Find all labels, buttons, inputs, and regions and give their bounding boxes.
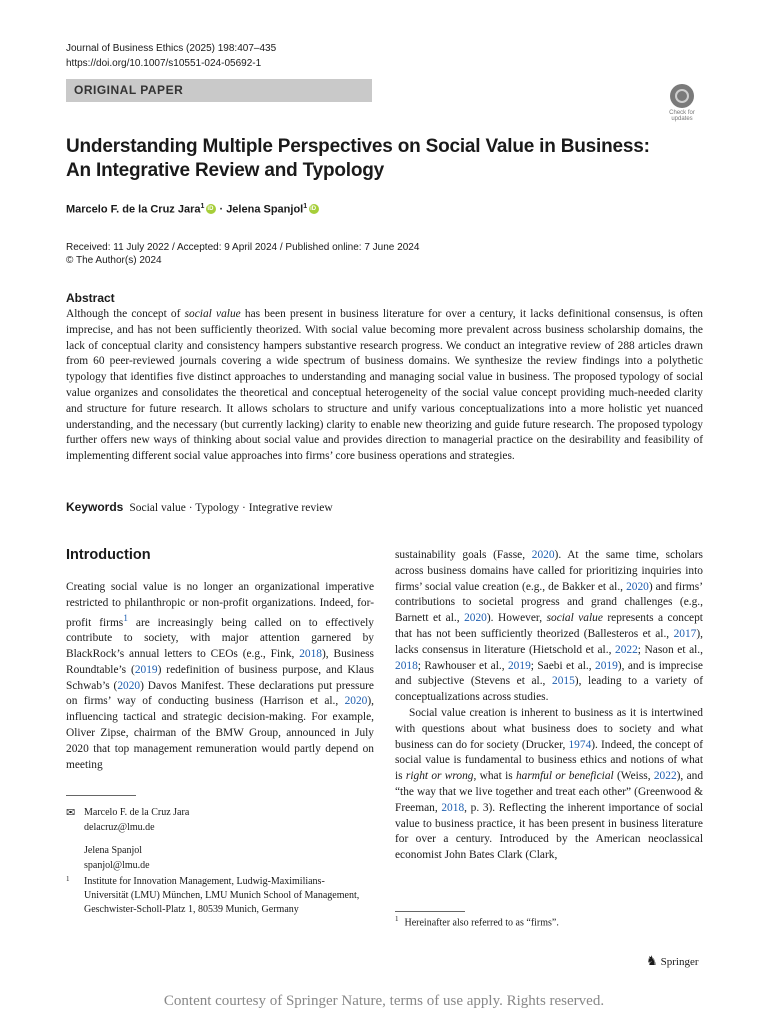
journal-citation	[66, 41, 276, 71]
check-for-updates-badge[interactable]	[662, 84, 702, 124]
check-updates-label: Check for updates	[669, 110, 695, 122]
emphasis: right or wrong	[405, 770, 474, 783]
envelope-icon: ✉	[66, 807, 76, 819]
text-run: are increasingly being called on to effectively contribute to society, with major attention garnered by BlackRock’s annual letters to CEOs (e.g., Fink,	[66, 616, 375, 660]
footnote-text: Hereinafter also referred to as “firms”.	[404, 917, 559, 929]
text-run: ; Nason et al.,	[637, 643, 703, 656]
article-type-label: ORIGINAL PAPER	[74, 83, 184, 97]
abstract-text-part: has been present in business literature for over a century, it lacks definitional consensus, is often imprecise, and has not been sufficiently theorized. With social value becoming more prevalent across business scholarship domains, the lack of conceptual clarity and consistency hampers substantive research progress. We conduct an integrative review of 288 articles drawn from 60 peer-reviewed journals covering a wide spectrum of business domains. We synthesize the review findings into a polythetic typology that identifies five distinct approaches to understanding and managing social value in business. The proposed typology of social value organizes and consolidates the theoretical and conceptual heterogeneity of the social value concept providing much-needed clarity and structure for future research. It allows scholars to structure and unify various conceptualizations into a more holistic yet nuanced understanding, and the necessary (but currently lacking) clarity to enable new theorizing and guide future research. The proposed typology further offers new ways of thinking about social value and provides direction to managerial practice on the desirability and feasibility of implementing different social value approaches into firms’ core business operations and strategies.	[66, 308, 704, 463]
text-run: ; Rawhouser et al.,	[417, 659, 508, 672]
text-run: , p. 3). Reflecting the inherent importance of social value to business practice, it has been present in business literature for over a century. Introduced by the American neoclassical economist John Bates Clark (Clark,	[395, 801, 704, 862]
abstract-text-part: Although the concept of	[66, 308, 185, 320]
affiliation-number: 1	[66, 875, 70, 883]
text-run: ) Davos Manifest. These declarations put pressure on firms’ way of conducting business (Harrison et al.,	[66, 679, 374, 708]
author-list	[66, 203, 319, 216]
paragraph	[395, 706, 703, 864]
orcid-icon[interactable]	[206, 204, 216, 214]
text-run: ), influencing tactical and strategic decision-making. For example, Oliver Zipse, chairman of the BMW Group, announced in July 2020 that top management remuneration would partly depend on meeting	[66, 695, 374, 771]
citation-link[interactable]: 2017	[673, 627, 697, 640]
abstract-heading: Abstract	[66, 291, 115, 305]
author-name[interactable]: Marcelo F. de la Cruz Jara	[66, 203, 201, 216]
affiliation-text: Institute for Innovation Management, Ludwig-Maximilians-Universität (LMU) München, LMU Munich School of Management, Geschwister-Scholl-Platz 1, 80539 Munich, Germany	[84, 876, 360, 915]
section-heading-introduction: Introduction	[66, 547, 151, 563]
text-run: (Weiss,	[613, 770, 654, 783]
footnote-divider	[66, 795, 136, 796]
citation-link[interactable]: 2020	[344, 695, 368, 708]
body-column-left	[66, 580, 374, 773]
citation-link[interactable]: 2018	[441, 801, 465, 814]
text-run: ; Saebi et al.,	[530, 659, 596, 672]
text-run: Social value creation is inherent to business as it is intertwined with questions about what business does to society and what business can do for society (Drucker,	[395, 706, 703, 751]
citation-link[interactable]: 2022	[615, 643, 638, 656]
body-column-right	[395, 548, 703, 864]
text-run: sustainability goals (Fasse,	[395, 549, 532, 561]
citation-link[interactable]: 2015	[552, 675, 575, 688]
text-run: ), lacks consensus in literature (Hietschold et al.,	[395, 627, 703, 656]
title-line-2: An Integrative Review and Typology	[66, 160, 385, 181]
text-run: ), and is imprecise and subjective (Stevens et al.,	[395, 659, 703, 688]
text-run: ) and firms’ contributions to societal progress and grand challenges (e.g., Barnett et al.,	[395, 580, 704, 625]
author-affiliation-mark: 1	[200, 203, 205, 210]
courtesy-notice: Content courtesy of Springer Nature, terms of use apply. Rights reserved.	[163, 993, 605, 1009]
contact-email[interactable]: delacruz@lmu.de	[84, 822, 155, 833]
title-line-1: Understanding Multiple Perspectives on Social Value in Business:	[66, 136, 650, 157]
text-run: represents a concept that has not been sufficiently theorized (Ballesteros et al.,	[395, 612, 703, 640]
footnote-ref[interactable]: 1	[123, 613, 128, 624]
corresponding-contacts	[66, 805, 366, 873]
paper-title	[66, 135, 686, 183]
citation-link[interactable]: 2019	[507, 659, 531, 672]
publication-dates	[66, 241, 419, 267]
keywords-list: Social value · Typology · Integrative review	[129, 502, 333, 514]
abstract-emphasis: social value	[184, 308, 241, 320]
citation-link[interactable]: 2020	[626, 580, 649, 593]
spacer	[84, 835, 366, 843]
contact-name: Marcelo F. de la Cruz Jara	[84, 807, 190, 818]
text-run: ) redefinition of business purpose, and Klaus Schwab’s (	[66, 663, 374, 692]
citation-link[interactable]: 2019	[595, 659, 618, 672]
paragraph	[66, 580, 374, 773]
journal-line: Journal of Business Ethics (2025) 198:407–435	[66, 43, 277, 54]
text-run: ). Indeed, the concept of social value is fundamental to business ethics and notions of what is	[395, 738, 703, 783]
publisher-logo	[646, 953, 699, 969]
abstract-text	[66, 307, 703, 465]
text-run: ), Business Roundtable’s (	[66, 647, 374, 676]
footnote-divider	[395, 911, 465, 912]
keywords	[66, 500, 333, 514]
footnote-number: 1	[395, 915, 399, 923]
paragraph	[395, 548, 703, 706]
citation-link[interactable]: 2020	[531, 549, 555, 561]
article-type-banner	[66, 79, 372, 102]
emphasis: social value	[546, 612, 603, 625]
copyright-line: © The Author(s) 2024	[66, 255, 162, 266]
text-run: ). However,	[486, 612, 547, 625]
text-run: ). At the same time, scholars across business domains have called for prioritizing inquiries into firms’ social value creation (e.g., de Bakker et al.,	[395, 549, 703, 593]
author-affiliation-mark: 1	[303, 203, 308, 210]
emphasis: harmful or beneficial	[515, 770, 614, 783]
citation-link[interactable]: 2020	[117, 679, 141, 692]
history-dates: Received: 11 July 2022 / Accepted: 9 April 2024 / Published online: 7 June 2024	[66, 242, 420, 253]
text-run: ), and “the way that we live together and treat each other” (Greenwood & Freeman,	[395, 770, 704, 814]
affiliation	[66, 875, 366, 917]
contact-name: Jelena Spanjol	[84, 845, 143, 856]
citation-link[interactable]: 2018	[299, 647, 322, 660]
contact-block	[84, 805, 366, 873]
citation-link[interactable]: 1974	[568, 738, 592, 751]
orcid-icon[interactable]	[309, 204, 319, 214]
contact-email[interactable]: spanjol@lmu.de	[84, 860, 150, 871]
publisher-name: Springer	[660, 956, 699, 968]
keywords-label: Keywords	[66, 500, 124, 514]
text-run: , what is	[473, 770, 516, 783]
citation-link[interactable]: 2022	[653, 770, 677, 783]
author-name[interactable]: Jelena Spanjol	[226, 203, 304, 216]
citation-link[interactable]: 2019	[134, 663, 158, 676]
author-separator: ·	[216, 203, 227, 216]
footnote	[395, 915, 559, 928]
doi-link[interactable]: https://doi.org/10.1007/s10551-024-05692-1	[66, 58, 262, 69]
check-updates-icon	[670, 84, 694, 108]
citation-link[interactable]: 2018	[395, 659, 418, 672]
citation-link[interactable]: 2020	[464, 612, 487, 625]
springer-horse-icon: ♞	[646, 953, 658, 968]
text-run: ), leading to a variety of conceptualizations across studies.	[395, 675, 704, 704]
text-run: Creating social value is no longer an organizational imperative restricted to philanthropic or non-profit organizations. Indeed, for-profit firms	[66, 581, 374, 629]
